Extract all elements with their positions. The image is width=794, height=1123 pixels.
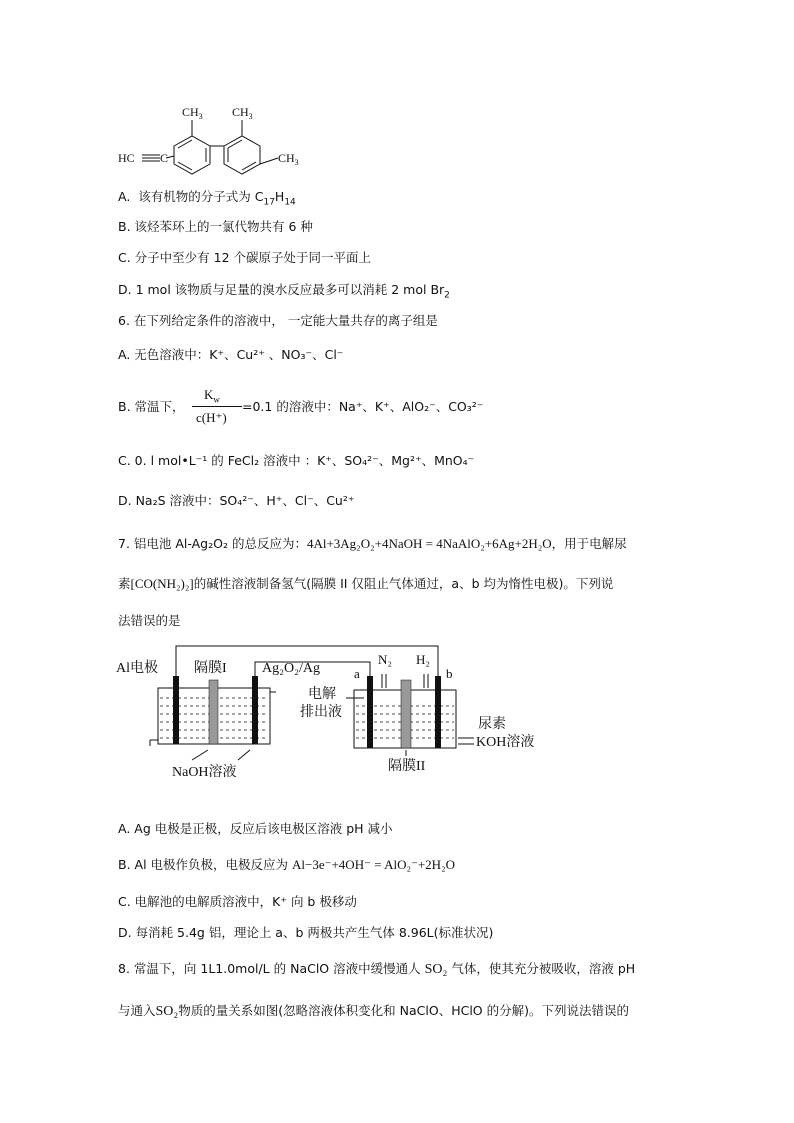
ch3-label-a: CH (182, 105, 199, 119)
svg-text:CH3: $CH_3$ (232, 105, 253, 121)
q5-option-a: A. 该有机物的分子式为 $C_{17}H_{14}$ (118, 189, 296, 208)
electrolysis-label-2: 排出液 (300, 705, 342, 720)
q7-option-d: D. 每消耗 5.4g 铝，理论上 a、b 两极共产生气体 8.96L(标准状况) (118, 925, 494, 940)
electrode-b-label: b (446, 666, 453, 681)
q6-stem: 6. 在下列给定条件的溶液中， 一定能大量共存的离子组是 (118, 313, 438, 328)
electrolysis-label-1: 电解 (308, 687, 336, 702)
n2-label: N₂ (378, 652, 392, 667)
svg-text:CH3: $CH_3$ (278, 151, 299, 167)
q7-option-b: B. Al 电极作负极，电极反应为 Al−3e⁻+4OH⁻ = AlO₂⁻+2H₂O (118, 857, 455, 872)
ag-electrode-label: Ag₂O₂/Ag (262, 661, 320, 676)
koh-label: KOH溶液 (476, 735, 535, 750)
q5-option-b: B. 该烃苯环上的一氯代物共有 6 种 (118, 219, 313, 234)
q6-option-c: C. 0. l mol•L⁻¹ 的 FeCl₂ 溶液中 ：K⁺、SO₄²⁻、Mg²⁺、MnO₄⁻ (118, 453, 475, 468)
q7-option-a: A. Ag 电极是正极，反应后该电极区溶液 pH 减小 (118, 821, 393, 836)
q7-stem-line2: 素[CO(NH₂)₂]的碱性溶液制备氢气(隔膜 II 仅阻止气体通过，a、b 均为惰性电极)。下列说 (118, 576, 614, 591)
q8-stem-line1: 8. 常温下，向 1L1.0mol/L 的 NaClO 溶液中缓慢通人 SO₂ 气体，使其充分被吸收，溶液 pH (118, 961, 636, 977)
q5-option-c: C. 分子中至少有 12 个碳原子处于同一平面上 (118, 250, 372, 265)
electrode-a-label: a (354, 666, 360, 681)
alkyne-c-label: C (160, 151, 169, 165)
q6-option-d: D. Na₂S 溶液中：SO₄²⁻、H⁺、Cl⁻、Cu²⁺ (118, 493, 355, 508)
q7-stem-line3: 法错误的是 (118, 613, 181, 628)
q6-option-a: A. 无色溶液中：K⁺、Cu²⁺ 、NO₃⁻、Cl⁻ (118, 347, 344, 362)
ch3-label-c: CH (278, 151, 295, 165)
battery-electrolysis-diagram (112, 640, 562, 785)
q7-option-c: C. 电解池的电解质溶液中，K⁺ 向 b 极移动 (118, 894, 357, 909)
al-electrode-label: Al电极 (116, 661, 158, 676)
svg-text:CH3: $CH_3$ (182, 105, 203, 121)
membrane2-label: 隔膜II (388, 759, 426, 774)
q8-stem-line2: 与通入SO₂物质的量关系如图(忽略溶液体积变化和 NaClO、HClO 的分解)。下列说法错误的 (118, 1003, 629, 1019)
membrane1-label: 隔膜I (194, 661, 227, 676)
q7-stem-line1: 7. 铝电池 Al-Ag₂O₂ 的总反应为：4Al+3Ag₂O₂+4NaOH = 4NaAlO₂+6Ag+2H₂O，用于电解尿 (118, 536, 627, 551)
naoh-label: NaOH溶液 (172, 765, 237, 780)
q5-option-d: D. 1 mol 该物质与足量的溴水反应最多可以消耗 2 mol $Br_2$ (118, 282, 450, 301)
urea-label: 尿素 (478, 717, 506, 732)
ch3-label-b: CH (232, 105, 249, 119)
molecule-structure (112, 98, 312, 178)
h2-label: H₂ (416, 652, 430, 667)
alkyne-hc-label: HC (118, 151, 135, 165)
